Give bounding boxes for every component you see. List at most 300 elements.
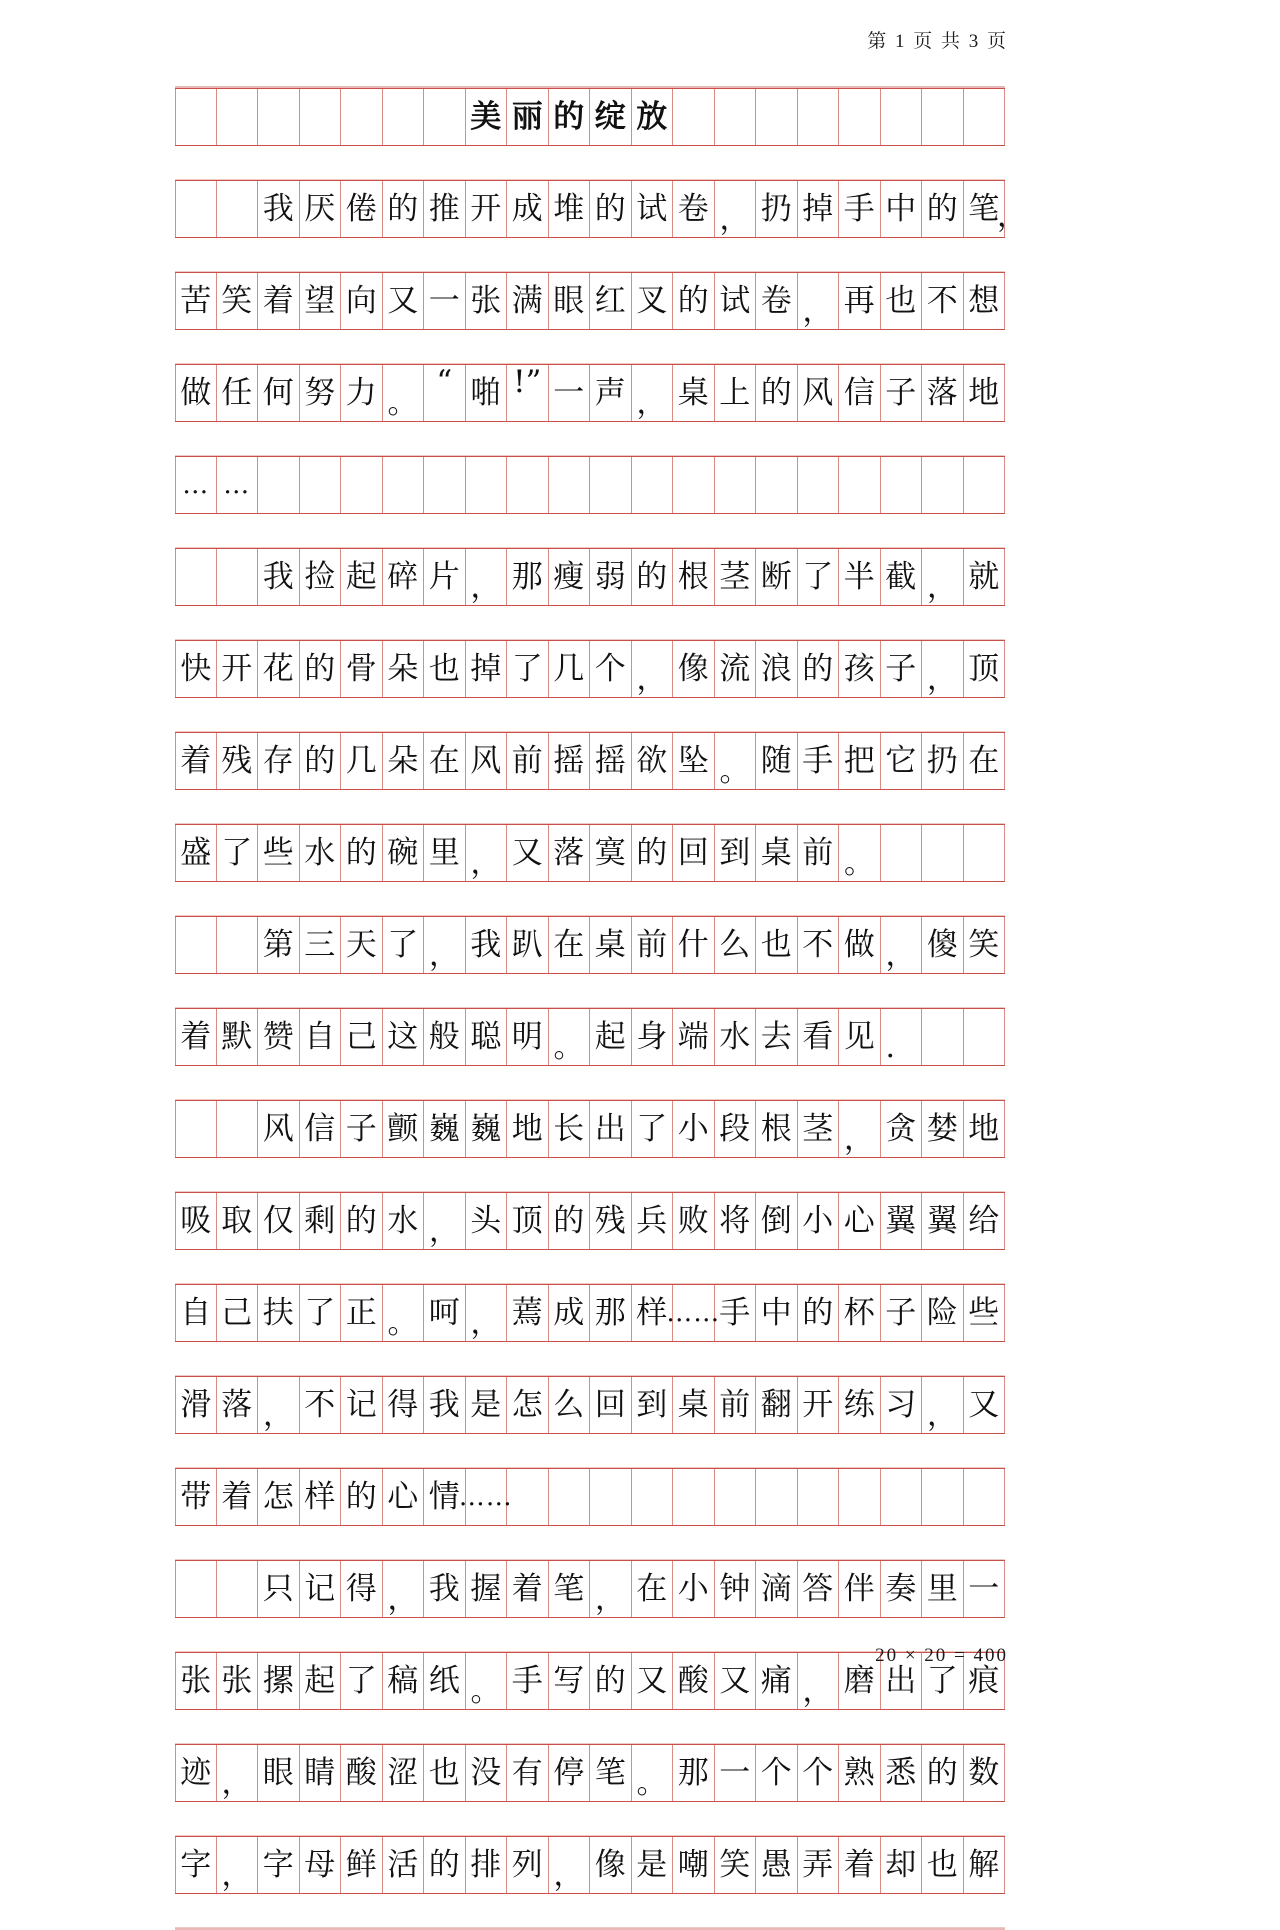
- manuscript-cell: 看: [798, 1009, 840, 1065]
- manuscript-cell: 长: [549, 1101, 591, 1157]
- manuscript-cell: 酸: [673, 1653, 715, 1709]
- manuscript-cell: 倒: [756, 1193, 798, 1249]
- manuscript-cell: 不: [922, 273, 964, 329]
- manuscript-cell: 碗: [383, 825, 425, 881]
- manuscript-cell: [175, 181, 217, 237]
- manuscript-gap-row: [175, 422, 1005, 456]
- manuscript-cell: 仅: [258, 1193, 300, 1249]
- manuscript-cell: 的: [756, 365, 798, 421]
- manuscript-cell: …: [175, 457, 217, 513]
- manuscript-cell: 怎: [507, 1377, 549, 1433]
- manuscript-cell: 么: [549, 1377, 591, 1433]
- manuscript-cell: 断: [756, 549, 798, 605]
- manuscript-cell: 做: [175, 365, 217, 421]
- manuscript-cell: ，: [798, 1653, 840, 1709]
- manuscript-row: [175, 640, 1005, 698]
- manuscript-cell: [881, 457, 923, 513]
- manuscript-cell: [383, 89, 425, 145]
- manuscript-cell: 心: [383, 1469, 425, 1525]
- manuscript-cell: 也: [881, 273, 923, 329]
- manuscript-cell: 酸: [341, 1745, 383, 1801]
- manuscript-cell: ，: [632, 641, 674, 697]
- manuscript-cell: 像: [590, 1837, 632, 1893]
- manuscript-cell: 天: [341, 917, 383, 973]
- manuscript-cell: [632, 1469, 674, 1525]
- manuscript-cell: 了: [300, 1285, 342, 1341]
- manuscript-cell: 情: [424, 1469, 466, 1525]
- manuscript-cell: 苦: [175, 273, 217, 329]
- manuscript-cell: [964, 825, 1006, 881]
- manuscript-row: [175, 824, 1005, 882]
- manuscript-cell: 像: [673, 641, 715, 697]
- manuscript-cell: [341, 457, 383, 513]
- manuscript-cell: 任: [217, 365, 259, 421]
- manuscript-gap-row: [175, 1802, 1005, 1836]
- manuscript-cell: [549, 1469, 591, 1525]
- manuscript-cell: [217, 1561, 259, 1617]
- manuscript-cell: [175, 549, 217, 605]
- manuscript-cell: 扶: [258, 1285, 300, 1341]
- manuscript-cell: 桌: [756, 825, 798, 881]
- manuscript-cell: 孩: [839, 641, 881, 697]
- manuscript-cell: 悉: [881, 1745, 923, 1801]
- manuscript-cell: ，: [798, 273, 840, 329]
- manuscript-cell: 水: [300, 825, 342, 881]
- manuscript-cell: 地: [964, 1101, 1006, 1157]
- manuscript-cell: 稿: [383, 1653, 425, 1709]
- manuscript-cell: 聪: [466, 1009, 508, 1065]
- manuscript-row: [175, 1376, 1005, 1434]
- manuscript-cell: 翻: [756, 1377, 798, 1433]
- manuscript-cell: 扔: [756, 181, 798, 237]
- manuscript-cell: 信: [300, 1101, 342, 1157]
- manuscript-cell: 开: [798, 1377, 840, 1433]
- manuscript-gap-row: [175, 1250, 1005, 1284]
- manuscript-cell: ，: [258, 1377, 300, 1433]
- manuscript-gap-row: [175, 514, 1005, 548]
- manuscript-cell: 笔: [590, 1745, 632, 1801]
- manuscript-cell: ……: [673, 1285, 715, 1341]
- manuscript-gap-row: [175, 1342, 1005, 1376]
- manuscript-cell: 坠: [673, 733, 715, 789]
- manuscript-cell: 着: [839, 1837, 881, 1893]
- manuscript-cell: 出: [590, 1101, 632, 1157]
- manuscript-cell: 的: [590, 1653, 632, 1709]
- manuscript-cell: 厌: [300, 181, 342, 237]
- manuscript-cell: 有: [507, 1745, 549, 1801]
- manuscript-cell: ，: [424, 1193, 466, 1249]
- manuscript-cell: 默: [217, 1009, 259, 1065]
- manuscript-cell: 张: [175, 1653, 217, 1709]
- manuscript-cell: 的: [341, 1469, 383, 1525]
- manuscript-cell: 捡: [300, 549, 342, 605]
- manuscript-cell: 心: [839, 1193, 881, 1249]
- manuscript-cell: 里: [424, 825, 466, 881]
- manuscript-cell: 茎: [715, 549, 757, 605]
- manuscript-cell: 样: [300, 1469, 342, 1525]
- manuscript-cell: 了: [632, 1101, 674, 1157]
- manuscript-cell: 残: [590, 1193, 632, 1249]
- manuscript-cell: 又: [964, 1377, 1006, 1433]
- manuscript-cell: 了: [922, 1653, 964, 1709]
- manuscript-cell: …: [217, 457, 259, 513]
- manuscript-row: [175, 1836, 1005, 1894]
- manuscript-cell: 里: [922, 1561, 964, 1617]
- manuscript-cell: 寞: [590, 825, 632, 881]
- manuscript-cell: 眼: [549, 273, 591, 329]
- manuscript-cell: 是: [466, 1377, 508, 1433]
- manuscript-cell: 快: [175, 641, 217, 697]
- manuscript-cell: 骨: [341, 641, 383, 697]
- manuscript-cell: ，: [632, 365, 674, 421]
- manuscript-cell: [175, 89, 217, 145]
- manuscript-cell: 一: [549, 365, 591, 421]
- manuscript-cell: 的: [549, 89, 591, 145]
- manuscript-cell: 不: [798, 917, 840, 973]
- manuscript-cell: ，: [383, 1561, 425, 1617]
- manuscript-cell: 自: [175, 1285, 217, 1341]
- manuscript-cell: 桌: [673, 365, 715, 421]
- manuscript-cell: 钟: [715, 1561, 757, 1617]
- manuscript-cell: [839, 89, 881, 145]
- manuscript-cell: 子: [881, 641, 923, 697]
- manuscript-cell: 母: [300, 1837, 342, 1893]
- manuscript-cell: 。: [715, 733, 757, 789]
- manuscript-cell: 一: [715, 1745, 757, 1801]
- manuscript-cell: 磨: [839, 1653, 881, 1709]
- manuscript-cell: [217, 917, 259, 973]
- manuscript-cell: [922, 1469, 964, 1525]
- manuscript-cell: 些: [258, 825, 300, 881]
- manuscript-cell: 在: [549, 917, 591, 973]
- manuscript-cell: [217, 1101, 259, 1157]
- manuscript-cell: 般: [424, 1009, 466, 1065]
- manuscript-cell: 痛: [756, 1653, 798, 1709]
- manuscript-cell: 红: [590, 273, 632, 329]
- manuscript-cell: ，: [466, 1285, 508, 1341]
- manuscript-cell: 险: [922, 1285, 964, 1341]
- manuscript-cell: 是: [632, 1837, 674, 1893]
- manuscript-cell: [839, 1469, 881, 1525]
- manuscript-cell: [756, 1469, 798, 1525]
- manuscript-cell: ，: [922, 549, 964, 605]
- manuscript-cell: 力: [341, 365, 383, 421]
- manuscript-cell: [673, 1469, 715, 1525]
- manuscript-cell: 试: [715, 273, 757, 329]
- manuscript-cell: 也: [424, 641, 466, 697]
- manuscript-cell: [175, 1561, 217, 1617]
- manuscript-cell: 第: [258, 917, 300, 973]
- manuscript-cell: 得: [341, 1561, 383, 1617]
- manuscript-cell: 怎: [258, 1469, 300, 1525]
- manuscript-cell: 翼: [881, 1193, 923, 1249]
- manuscript-cell: 。: [839, 825, 881, 881]
- manuscript-cell: [964, 1469, 1006, 1525]
- manuscript-cell: 推: [424, 181, 466, 237]
- manuscript-cell: 着: [217, 1469, 259, 1525]
- manuscript-cell: 张: [466, 273, 508, 329]
- manuscript-gap-row: [175, 330, 1005, 364]
- manuscript-cell: 我: [258, 181, 300, 237]
- manuscript-cell: 些: [964, 1285, 1006, 1341]
- manuscript-cell: 何: [258, 365, 300, 421]
- manuscript-cell: [839, 457, 881, 513]
- manuscript-cell: 贪: [881, 1101, 923, 1157]
- manuscript-cell: ，: [881, 917, 923, 973]
- manuscript-cell: [673, 89, 715, 145]
- manuscript-gap-row: [175, 146, 1005, 180]
- manuscript-cell: [881, 1469, 923, 1525]
- manuscript-cell: 婪: [922, 1101, 964, 1157]
- manuscript-cell: 练: [839, 1377, 881, 1433]
- manuscript-cell: 排: [466, 1837, 508, 1893]
- manuscript-cell: 那: [590, 1285, 632, 1341]
- manuscript-cell: 就: [964, 549, 1006, 605]
- page-pagination: 第 1 页 共 3 页: [867, 31, 1008, 52]
- manuscript-cell: 根: [673, 549, 715, 605]
- manuscript-cell: [673, 457, 715, 513]
- manuscript-row: [175, 916, 1005, 974]
- manuscript-cell: [964, 457, 1006, 513]
- manuscript-cell: [258, 457, 300, 513]
- manuscript-cell: 列: [507, 1837, 549, 1893]
- manuscript-cell: [964, 1009, 1006, 1065]
- manuscript-cell: 存: [258, 733, 300, 789]
- manuscript-cell: 开: [217, 641, 259, 697]
- manuscript-cell: 出: [881, 1653, 923, 1709]
- manuscript-cell: [175, 917, 217, 973]
- manuscript-cell: 水: [715, 1009, 757, 1065]
- manuscript-gap-row: [175, 974, 1005, 1008]
- manuscript-row: [175, 1284, 1005, 1342]
- manuscript-cell: 记: [300, 1561, 342, 1617]
- manuscript-cell: 痕: [964, 1653, 1006, 1709]
- manuscript-cell: 起: [590, 1009, 632, 1065]
- manuscript-cell: 什: [673, 917, 715, 973]
- manuscript-cell: 笑: [217, 273, 259, 329]
- manuscript-cell: 想: [964, 273, 1006, 329]
- manuscript-cell: 这: [383, 1009, 425, 1065]
- manuscript-cell: 我: [258, 549, 300, 605]
- manuscript-row: [175, 1008, 1005, 1066]
- manuscript-cell: 三: [300, 917, 342, 973]
- manuscript-cell: 试: [632, 181, 674, 237]
- manuscript-cell: 风: [798, 365, 840, 421]
- manuscript-cell: 杯: [839, 1285, 881, 1341]
- manuscript-cell: 。: [466, 1653, 508, 1709]
- manuscript-cell: 小: [673, 1101, 715, 1157]
- manuscript-row: [175, 272, 1005, 330]
- manuscript-cell: 的: [424, 1837, 466, 1893]
- manuscript-cell: 碎: [383, 549, 425, 605]
- manuscript-gap-row: [175, 606, 1005, 640]
- manuscript-row: [175, 1560, 1005, 1618]
- manuscript-cell: 字: [175, 1837, 217, 1893]
- manuscript-cell: [590, 1469, 632, 1525]
- manuscript-cell: 解: [964, 1837, 1006, 1893]
- manuscript-cell: [258, 89, 300, 145]
- manuscript-row: [175, 364, 1005, 422]
- manuscript-cell: 巍: [466, 1101, 508, 1157]
- manuscript-cell: 落: [217, 1377, 259, 1433]
- manuscript-cell: 的: [632, 549, 674, 605]
- manuscript-cell: 一: [424, 273, 466, 329]
- manuscript-cell: 握: [466, 1561, 508, 1617]
- manuscript-cell: 伴: [839, 1561, 881, 1617]
- manuscript-cell: 熟: [839, 1745, 881, 1801]
- manuscript-cell: [175, 1101, 217, 1157]
- manuscript-cell: 么: [715, 917, 757, 973]
- manuscript-cell: 子: [341, 1101, 383, 1157]
- manuscript-cell: 努: [300, 365, 342, 421]
- manuscript-cell: 。: [383, 1285, 425, 1341]
- manuscript-cell: [341, 89, 383, 145]
- manuscript-cell: 的: [341, 825, 383, 881]
- manuscript-cell: 的: [590, 181, 632, 237]
- manuscript-cell: 花: [258, 641, 300, 697]
- manuscript-cell: ，: [466, 549, 508, 605]
- manuscript-cell: 个: [590, 641, 632, 697]
- manuscript-cell: 美: [466, 89, 508, 145]
- manuscript-cell: 却: [881, 1837, 923, 1893]
- manuscript-cell: 己: [217, 1285, 259, 1341]
- manuscript-cell: 身: [632, 1009, 674, 1065]
- manuscript-cell: 前: [798, 825, 840, 881]
- manuscript-cell: 在: [632, 1561, 674, 1617]
- manuscript-cell: 半: [839, 549, 881, 605]
- manuscript-cell: 自: [300, 1009, 342, 1065]
- manuscript-cell: ，: [217, 1745, 259, 1801]
- manuscript-cell: 扔: [922, 733, 964, 789]
- manuscript-cell: 弄: [798, 1837, 840, 1893]
- manuscript-cell: 将: [715, 1193, 757, 1249]
- manuscript-cell: 了: [217, 825, 259, 881]
- manuscript-cell: 望: [300, 273, 342, 329]
- manuscript-cell: ，: [922, 641, 964, 697]
- manuscript-cell: 着: [175, 733, 217, 789]
- manuscript-cell: 我: [424, 1561, 466, 1617]
- manuscript-cell: 了: [341, 1653, 383, 1709]
- manuscript-cell: 得: [383, 1377, 425, 1433]
- manuscript-cell: 的: [632, 825, 674, 881]
- manuscript-cell: 在: [964, 733, 1006, 789]
- manuscript-cell: ，: [217, 1837, 259, 1893]
- manuscript-cell: 愚: [756, 1837, 798, 1893]
- manuscript-cell: 中: [756, 1285, 798, 1341]
- manuscript-cell: [798, 457, 840, 513]
- manuscript-cell: [217, 549, 259, 605]
- manuscript-cell: 上: [715, 365, 757, 421]
- manuscript-cell: 茎: [798, 1101, 840, 1157]
- manuscript-cell: [964, 89, 1006, 145]
- manuscript-cell: [715, 1469, 757, 1525]
- manuscript-cell: 声: [590, 365, 632, 421]
- manuscript-cell: 样: [632, 1285, 674, 1341]
- manuscript-row: [175, 88, 1005, 146]
- manuscript-cell: 片: [424, 549, 466, 605]
- manuscript-cell: 绽: [590, 89, 632, 145]
- manuscript-cell: 中: [881, 181, 923, 237]
- manuscript-cell: [632, 457, 674, 513]
- manuscript-cell: 吸: [175, 1193, 217, 1249]
- manuscript-cell: 败: [673, 1193, 715, 1249]
- manuscript-cell: 成: [507, 181, 549, 237]
- manuscript-cell: 手: [715, 1285, 757, 1341]
- manuscript-cell: 只: [258, 1561, 300, 1617]
- manuscript-cell: 了: [507, 641, 549, 697]
- manuscript-cell: 摇: [590, 733, 632, 789]
- manuscript-cell: 傻: [922, 917, 964, 973]
- manuscript-cell: [881, 89, 923, 145]
- manuscript-gap-row: [175, 790, 1005, 824]
- manuscript-cell: 瘦: [549, 549, 591, 605]
- manuscript-cell: 手: [798, 733, 840, 789]
- manuscript-cell: 。: [383, 365, 425, 421]
- manuscript-cell: 朵: [383, 641, 425, 697]
- manuscript-cell: 顶: [507, 1193, 549, 1249]
- manuscript-cell: 记: [341, 1377, 383, 1433]
- manuscript-cell: 去: [756, 1009, 798, 1065]
- manuscript-cell: 呵: [424, 1285, 466, 1341]
- manuscript-cell: ……: [466, 1469, 508, 1525]
- manuscript-cell: 滑: [175, 1377, 217, 1433]
- grid-count-label: 20 × 20 = 400: [875, 1645, 1008, 1666]
- manuscript-cell: 顶: [964, 641, 1006, 697]
- manuscript-cell: 。: [632, 1745, 674, 1801]
- manuscript-gap-row: [175, 1434, 1005, 1468]
- manuscript-cell: 摞: [258, 1653, 300, 1709]
- manuscript-cell: 卷: [673, 181, 715, 237]
- manuscript-cell: 的: [300, 641, 342, 697]
- manuscript-cell: 前: [715, 1377, 757, 1433]
- manuscript-cell: [715, 457, 757, 513]
- manuscript-row: [175, 548, 1005, 606]
- manuscript-cell: [922, 457, 964, 513]
- manuscript-cell: 到: [632, 1377, 674, 1433]
- manuscript-cell: 它: [881, 733, 923, 789]
- manuscript-cell: 那: [673, 1745, 715, 1801]
- manuscript-cell: 小: [798, 1193, 840, 1249]
- manuscript-cell: 。: [549, 1009, 591, 1065]
- manuscript-cell: 眼: [258, 1745, 300, 1801]
- manuscript-cell: [424, 457, 466, 513]
- manuscript-cell: 弱: [590, 549, 632, 605]
- manuscript-cell: 又: [507, 825, 549, 881]
- manuscript-cell: 着: [175, 1009, 217, 1065]
- manuscript-gap-row: [175, 1894, 1005, 1928]
- manuscript-cell: .: [881, 1009, 923, 1065]
- manuscript-cell: 剩: [300, 1193, 342, 1249]
- manuscript-cell: [300, 457, 342, 513]
- manuscript-cell: 个: [798, 1745, 840, 1801]
- manuscript-cell: 赞: [258, 1009, 300, 1065]
- manuscript-cell: 一: [964, 1561, 1006, 1617]
- manuscript-gap-row: [175, 1158, 1005, 1192]
- manuscript-cell: 兵: [632, 1193, 674, 1249]
- manuscript-cell: 的: [673, 273, 715, 329]
- manuscript-cell: 手: [507, 1653, 549, 1709]
- manuscript-cell: 子: [881, 1285, 923, 1341]
- manuscript-cell: ，: [839, 1101, 881, 1157]
- manuscript-cell: 子: [881, 365, 923, 421]
- manuscript-cell: 随: [756, 733, 798, 789]
- manuscript-cell: ，: [549, 1837, 591, 1893]
- manuscript-cell: 手: [839, 181, 881, 237]
- manuscript-cell: 落: [549, 825, 591, 881]
- manuscript-cell: 回: [673, 825, 715, 881]
- manuscript-cell: [383, 457, 425, 513]
- manuscript-cell: 满: [507, 273, 549, 329]
